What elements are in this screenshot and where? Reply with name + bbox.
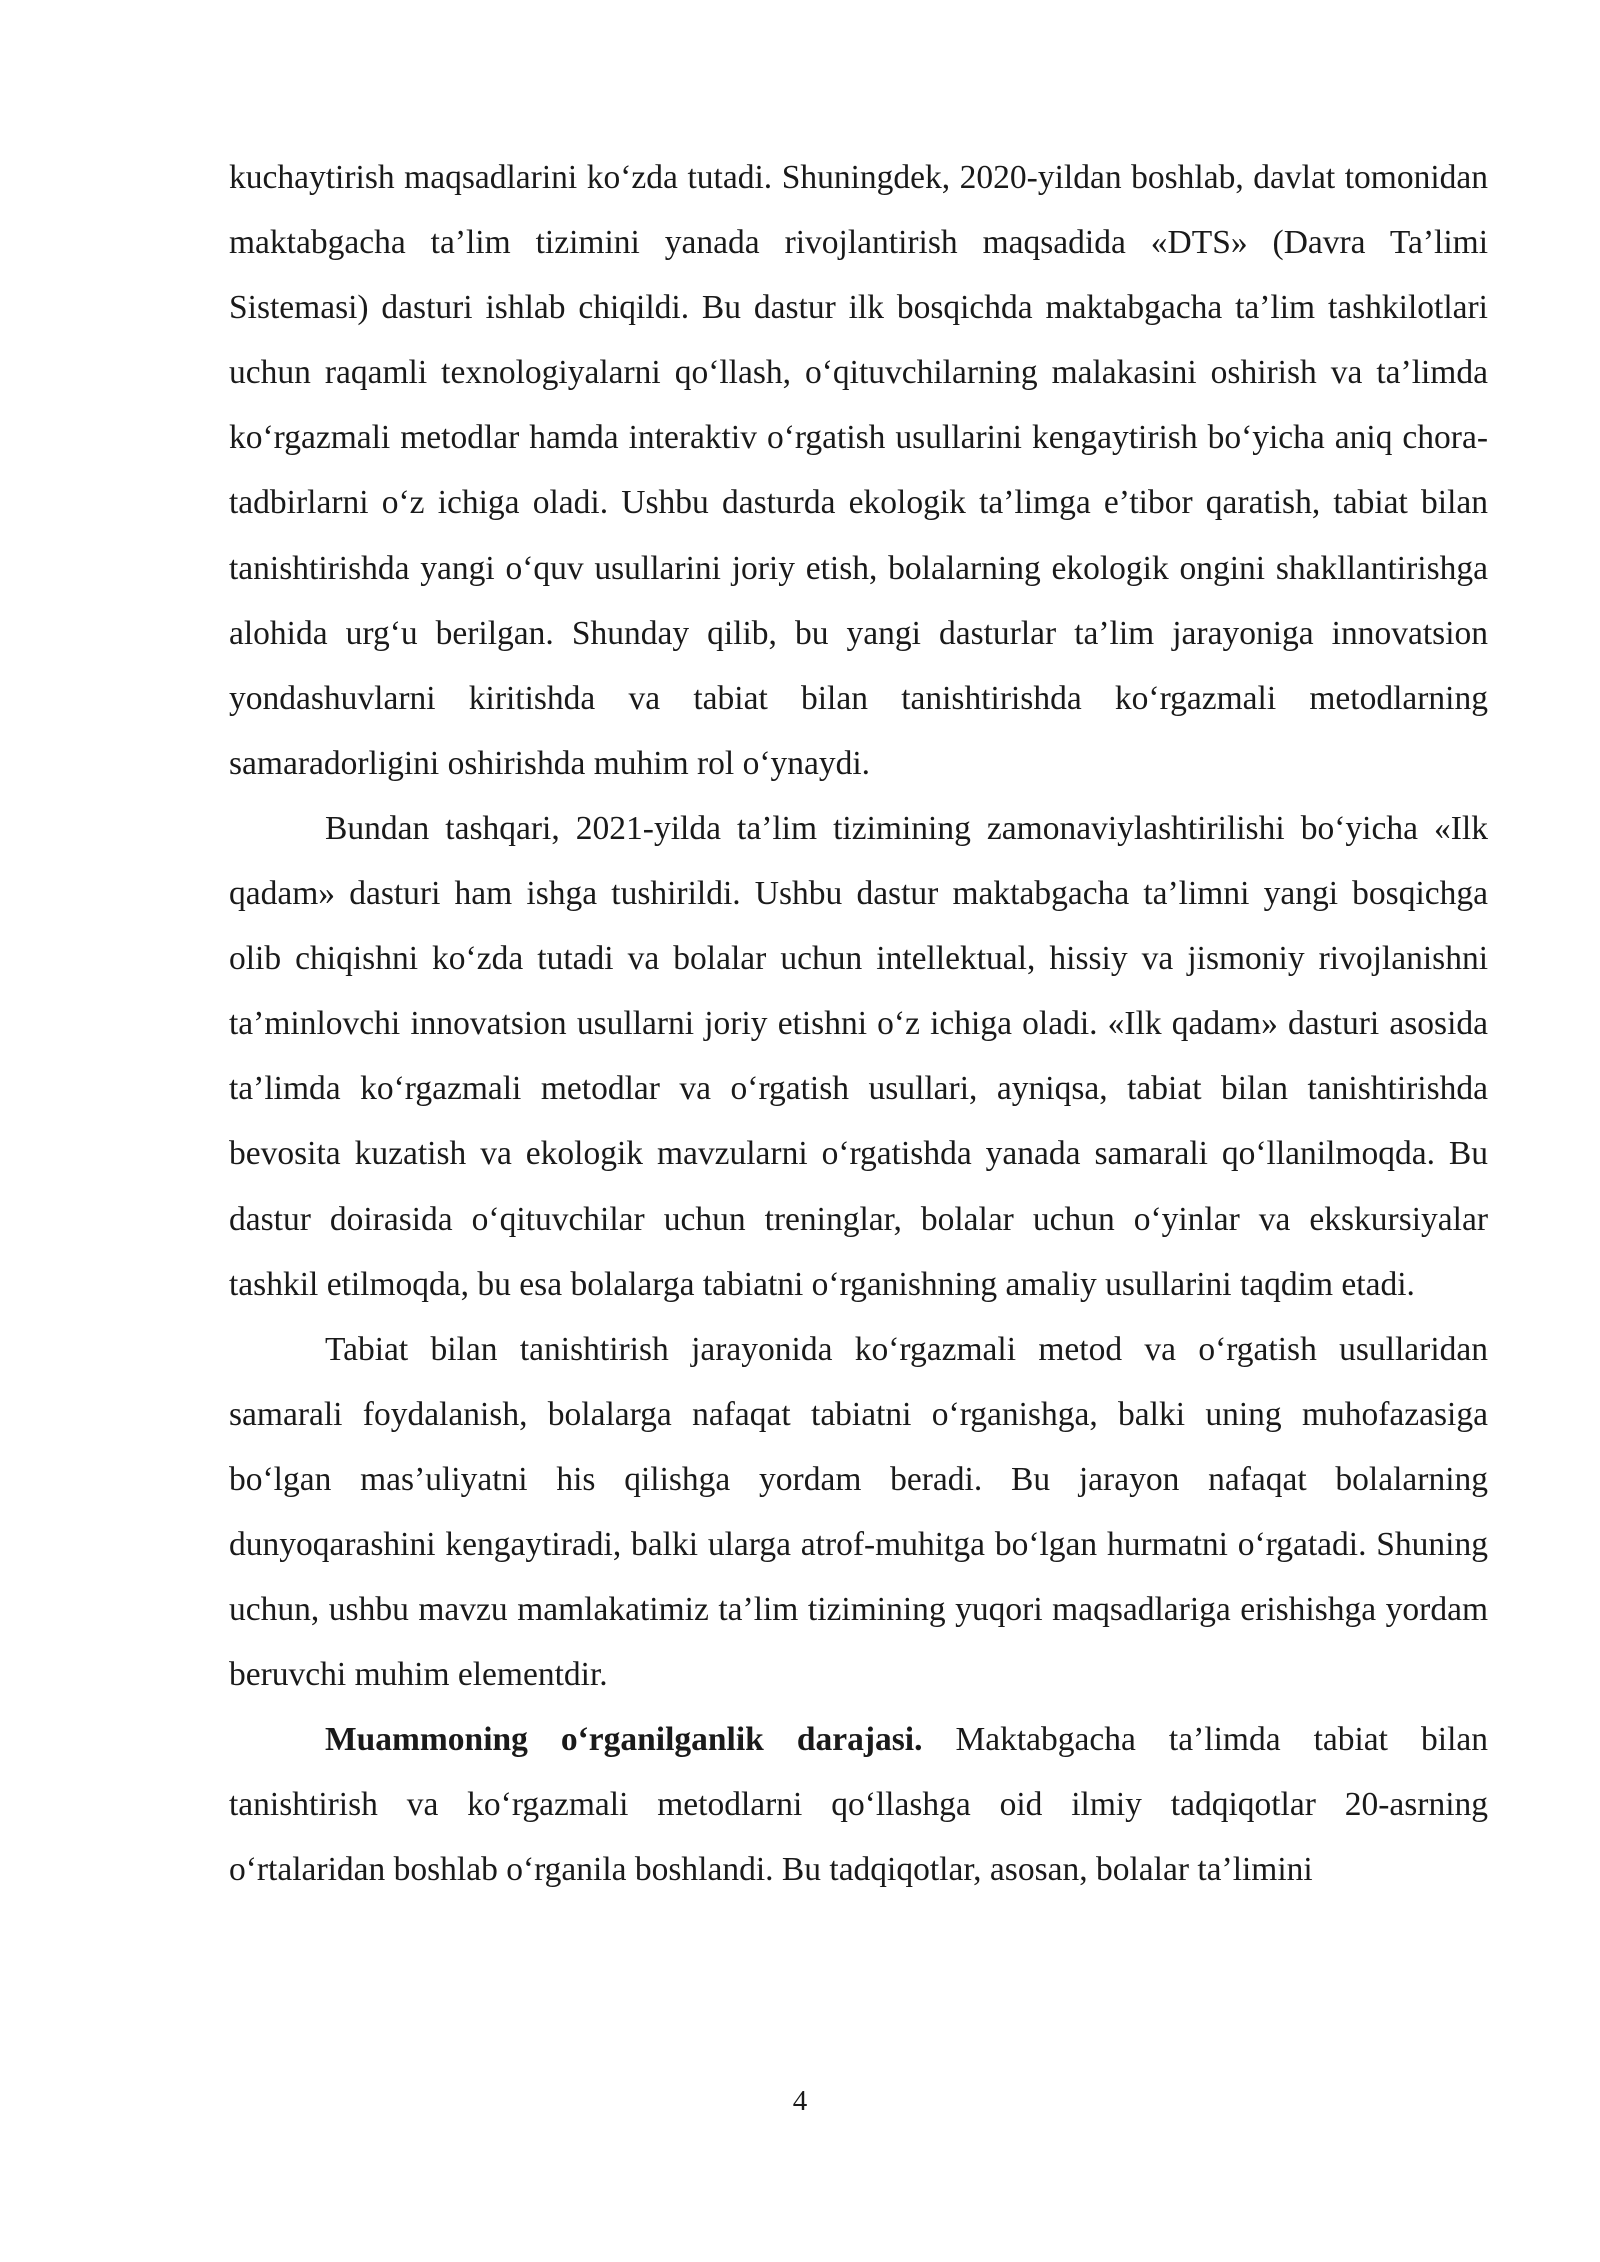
paragraph-1-text: kuchaytirish maqsadlarini ko‘zda tutadi. Shuningdek, 2020-yildan boshlab, davlat tomonidan maktabgacha ta’lim tizimini yanada rivojlantirish maqsadida «DTS» (Davra Ta’limi Sistemasi) dasturi ishlab chiqildi. Bu dastur ilk bosqichda maktabgacha ta’lim tashkilotlari uchun raqamli texnologiyalarni qo‘llash, o‘qituvchilarning malakasini oshirish va ta’limda ko‘rgazmali metodlar hamda interaktiv o‘rgatish usullarini kengaytirish bo‘yicha aniq chora-tadbirlarni o‘z ichiga oladi. Ushbu dasturda ekologik ta’limga e’tibor qaratish, tabiat bilan tanishtirishda yangi o‘quv usullarini joriy etish, bolalarning ekologik ongini shakllantirishga alohida urg‘u berilgan. Shunday qilib, bu yangi dasturlar ta’lim jarayoniga innovatsion yondashuvlarni kiritishda va tabiat bilan tanishtirishda ko‘rgazmali metodlarning samaradorligini oshirishda muhim rol o‘ynaydi. (229, 159, 1488, 782)
paragraph-3-text: Tabiat bilan tanishtirish jarayonida ko‘rgazmali metod va o‘rgatish usullaridan samarali foydalanish, bolalarga nafaqat tabiatni o‘rganishga, balki uning muhofazasiga bo‘lgan mas’uliyatni his qilishga yordam beradi. Bu jarayon nafaqat bolalarning dunyoqarashini kengaytiradi, balki ularga atrof-muhitga bo‘lgan hurmatni o‘rgatadi. Shuning uchun, ushbu mavzu mamlakatimiz ta’lim tizimining yuqori maqsadlariga erishishga yordam beruvchi muhim elementdir. (229, 1330, 1488, 1694)
paragraph-1 (229, 145, 1488, 796)
document-body (229, 145, 1488, 1903)
paragraph-2-text: Bundan tashqari, 2021-yilda ta’lim tizimining zamonaviylashtirilishi bo‘yicha «Ilk qadam» dasturi ham ishga tushirildi. Ushbu dastur maktabgacha ta’limni yangi bosqichga olib chiqishni ko‘zda tutadi va bolalar uchun intellektual, hissiy va jismoniy rivojlanishni ta’minlovchi innovatsion usullarni joriy etishni o‘z ichiga oladi. «Ilk qadam» dasturi asosida ta’limda ko‘rgazmali metodlar va o‘rgatish usullari, ayniqsa, tabiat bilan tanishtirishda bevosita kuzatish va ekologik mavzularni o‘rgatishda yanada samarali qo‘llanilmoqda. Bu dastur doirasida o‘qituvchilar uchun treninglar, bolalar uchun o‘yinlar va ekskursiyalar tashkil etilmoqda, bu esa bolalarga tabiatni o‘rganishning amaliy usullarini taqdim etadi. (229, 809, 1488, 1303)
section-heading-inline: Muammoning o‘rganilganlik darajasi. (325, 1721, 923, 1759)
paragraph-4-text: Maktabgacha ta’limda tabiat bilan tanishtirish va ko‘rgazmali metodlarni qo‘llashga oid ilmiy tadqiqotlar 20-asrning o‘rtalaridan boshlab o‘rganila boshlandi. Bu tadqiqotlar, asosan, bolalar ta’limini (229, 1721, 1488, 1889)
page-number: 4 (792, 2085, 808, 2117)
paragraph-2 (229, 796, 1488, 1317)
paragraph-3 (229, 1317, 1488, 1708)
paragraph-4 (229, 1707, 1488, 1902)
